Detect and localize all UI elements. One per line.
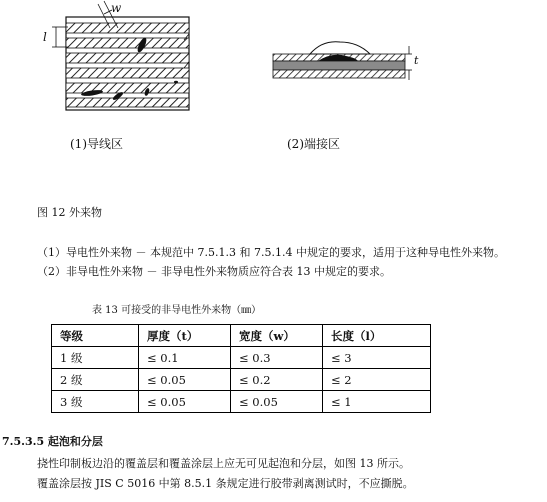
table-cell: ≤ 1	[323, 391, 431, 413]
header-cell-width: 宽度（w）	[231, 325, 323, 347]
table-title: 表 13 可接受的非导电性外来物（㎜）	[92, 305, 262, 316]
paragraph-item-1: （1）导电性外来物 － 本规范中 7.5.1.3 和 7.5.1.4 中规定的要求，适用于这种导电性外来物。	[37, 246, 505, 259]
table-cell: ≤ 0.3	[231, 347, 323, 369]
left-figure-caption: (1)导线区	[70, 137, 123, 151]
header-cell-grade: 等级	[52, 325, 139, 347]
termination-area-diagram	[266, 34, 419, 90]
label-w: w	[111, 1, 122, 15]
table-cell: 3 级	[52, 391, 139, 413]
section-line-2: 覆盖涂层按 JIS C 5016 中第 8.5.1 条规定进行胶带剥离测试时，不应撕脱。	[37, 477, 414, 490]
figure-title: 图 12 外来物	[37, 206, 102, 219]
table-cell: ≤ 2	[323, 369, 431, 391]
conductor-area-diagram	[38, 0, 198, 122]
table-row	[52, 347, 431, 369]
label-l: l	[43, 30, 47, 44]
table-header-row	[52, 325, 431, 347]
section-heading: 7.5.3.5 起泡和分层	[2, 435, 103, 448]
table-cell: ≤ 0.05	[139, 391, 231, 413]
section-line-1: 挠性印制板边沿的覆盖层和覆盖涂层上应无可见起泡和分层，如图 13 所示。	[37, 457, 410, 470]
header-cell-thickness: 厚度（t）	[139, 325, 231, 347]
table-cell: 2 级	[52, 369, 139, 391]
paragraph-item-2: （2）非导电性外来物 － 非导电性外来物质应符合表 13 中规定的要求。	[37, 265, 391, 278]
right-figure-caption: (2)端接区	[287, 137, 340, 151]
label-t: t	[414, 54, 419, 67]
table-cell: ≤ 0.05	[231, 391, 323, 413]
table-cell: ≤ 0.1	[139, 347, 231, 369]
table-row	[52, 391, 431, 413]
table-row	[52, 369, 431, 391]
table-cell: ≤ 0.05	[139, 369, 231, 391]
table-cell: ≤ 0.2	[231, 369, 323, 391]
header-cell-length: 长度（l）	[323, 325, 431, 347]
foreign-material-table	[51, 324, 431, 413]
table-cell: 1 级	[52, 347, 139, 369]
table-cell: ≤ 3	[323, 347, 431, 369]
